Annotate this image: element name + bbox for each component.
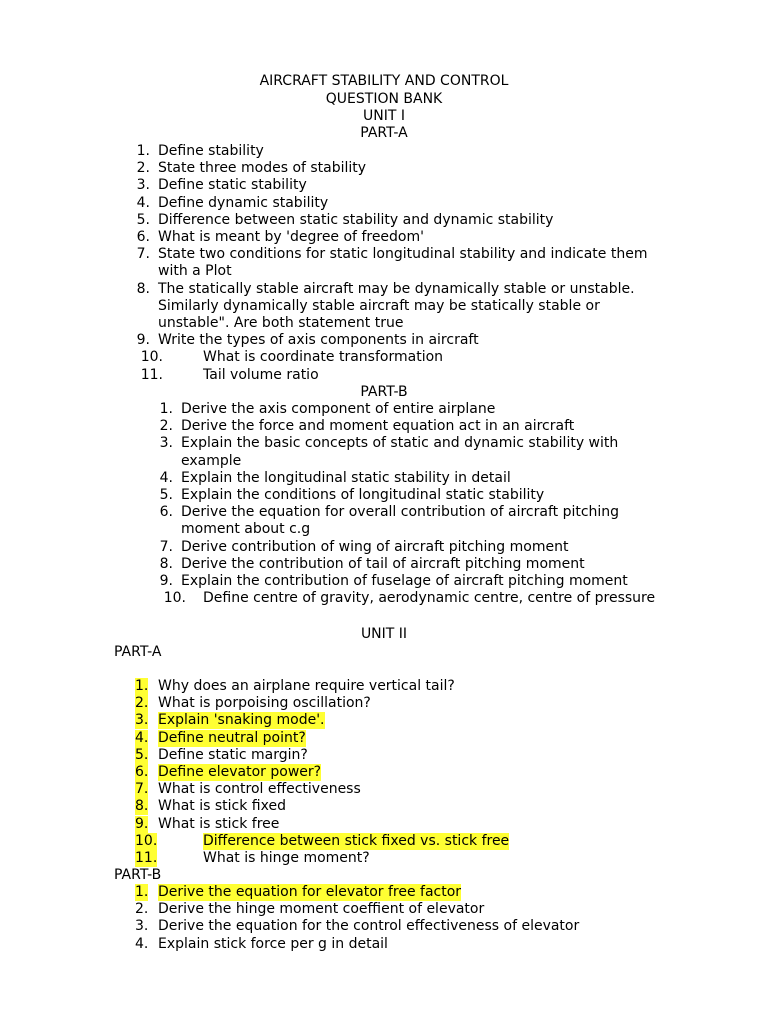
item-number: 6.	[135, 764, 149, 780]
item-number: 1.	[135, 678, 149, 694]
item-text: Define static margin?	[158, 746, 308, 763]
item-text: The statically stable aircraft may be dynamically stable or unstable.	[158, 280, 635, 297]
item-number: 5.	[159, 487, 173, 503]
item-text: Explain the longitudinal static stability in detail	[181, 469, 511, 486]
item-text: State three modes of stability	[158, 160, 367, 177]
doc-subtitle: QUESTION BANK	[325, 91, 443, 107]
unit1-heading: UNIT I	[363, 108, 405, 124]
item-text: Tail volume ratio	[203, 366, 319, 383]
item-text: Derive the force and moment equation act in an aircraft	[181, 418, 575, 435]
item-text: What is control effectiveness	[158, 781, 361, 798]
item-number: 5.	[136, 211, 150, 228]
item-number: 3.	[136, 177, 150, 194]
item-number: 2.	[135, 695, 149, 712]
item-number: 2.	[136, 160, 150, 177]
item-text: Derive the equation for elevator free factor	[158, 884, 462, 900]
item-text: Why does an airplane require vertical tail?	[158, 678, 455, 694]
doc-title: AIRCRAFT STABILITY AND CONTROL	[259, 73, 509, 89]
item-text: Difference between stick fixed vs. stick free	[203, 832, 510, 849]
item-text: What is stick free	[158, 815, 280, 832]
item-text: What is meant by 'degree of freedom'	[158, 229, 424, 245]
item-number: 4.	[159, 469, 173, 486]
item-text: What is stick fixed	[158, 798, 286, 815]
unit2-parta-heading: PART-A	[114, 644, 162, 660]
item-text: with a Plot	[158, 263, 232, 280]
item-text: moment about c.g	[181, 521, 311, 538]
item-number: 11.	[140, 366, 163, 383]
item-text: What is hinge moment?	[203, 850, 370, 866]
item-number: 3.	[159, 435, 173, 452]
item-number: 1.	[136, 143, 150, 159]
item-number: 8.	[135, 798, 149, 815]
item-text: Explain the basic concepts of static and dynamic stability with	[181, 435, 619, 452]
item-text: What is porpoising oscillation?	[158, 695, 371, 712]
item-text: Define centre of gravity, aerodynamic centre, centre of pressure	[203, 590, 656, 607]
item-text: Derive the equation for overall contribution of aircraft pitching	[181, 504, 620, 521]
item-text: Derive the axis component of entire airplane	[181, 401, 496, 417]
unit2-heading: UNIT II	[360, 626, 408, 642]
item-text: State two conditions for static longitudinal stability and indicate them	[158, 246, 648, 263]
item-number: 1.	[135, 884, 149, 900]
item-number: 10.	[140, 349, 163, 366]
item-number: 7.	[136, 246, 150, 263]
item-number: 5.	[135, 746, 149, 763]
item-number: 1.	[159, 401, 173, 417]
item-number: 9.	[136, 332, 150, 349]
item-text: Difference between static stability and dynamic stability	[158, 211, 554, 228]
item-text: What is coordinate transformation	[203, 349, 444, 366]
item-text: Derive contribution of wing of aircraft pitching moment	[181, 538, 569, 555]
item-text: Derive the contribution of tail of aircraft pitching moment	[181, 555, 585, 572]
item-number: 10.	[163, 590, 186, 607]
item-text: Explain the contribution of fuselage of aircraft pitching moment	[181, 573, 628, 589]
item-number: 8.	[136, 280, 150, 297]
item-number: 4.	[135, 729, 149, 746]
item-text: Define neutral point?	[158, 729, 306, 746]
item-number: 9.	[135, 815, 149, 832]
item-number: 8.	[159, 555, 173, 572]
item-number: 6.	[136, 229, 150, 245]
unit1-parta-heading: PART-A	[360, 125, 408, 141]
item-number: 7.	[159, 538, 173, 555]
item-number: 3.	[135, 918, 149, 935]
item-number: 7.	[135, 781, 149, 798]
item-number: 2.	[135, 901, 149, 918]
item-number: 4.	[136, 194, 150, 211]
item-text: Explain stick force per g in detail	[158, 935, 388, 952]
unit2-partb-heading: PART-B	[114, 867, 162, 883]
unit1-partb-heading: PART-B	[360, 384, 408, 400]
item-text: Define stability	[158, 143, 264, 159]
item-number: 2.	[159, 418, 173, 435]
item-text: example	[181, 452, 242, 469]
item-text: Define elevator power?	[158, 764, 322, 780]
item-number: 6.	[159, 504, 173, 521]
item-number: 3.	[135, 712, 149, 729]
item-text: Explain the conditions of longitudinal static stability	[181, 487, 545, 503]
item-number: 4.	[135, 935, 149, 952]
item-number: 10.	[135, 832, 158, 849]
item-text: Define dynamic stability	[158, 194, 329, 211]
item-text: unstable". Are both statement true	[158, 315, 404, 331]
item-text: Explain 'snaking mode'.	[158, 712, 325, 729]
item-number: 11.	[135, 850, 158, 866]
item-text: Similarly dynamically stable aircraft may be statically stable or	[158, 297, 600, 314]
item-text: Write the types of axis components in aircraft	[158, 332, 479, 349]
item-text: Define static stability	[158, 177, 307, 194]
item-text: Derive the equation for the control effectiveness of elevator	[158, 918, 580, 935]
item-text: Derive the hinge moment coeffient of elevator	[158, 901, 485, 918]
item-number: 9.	[159, 573, 173, 589]
